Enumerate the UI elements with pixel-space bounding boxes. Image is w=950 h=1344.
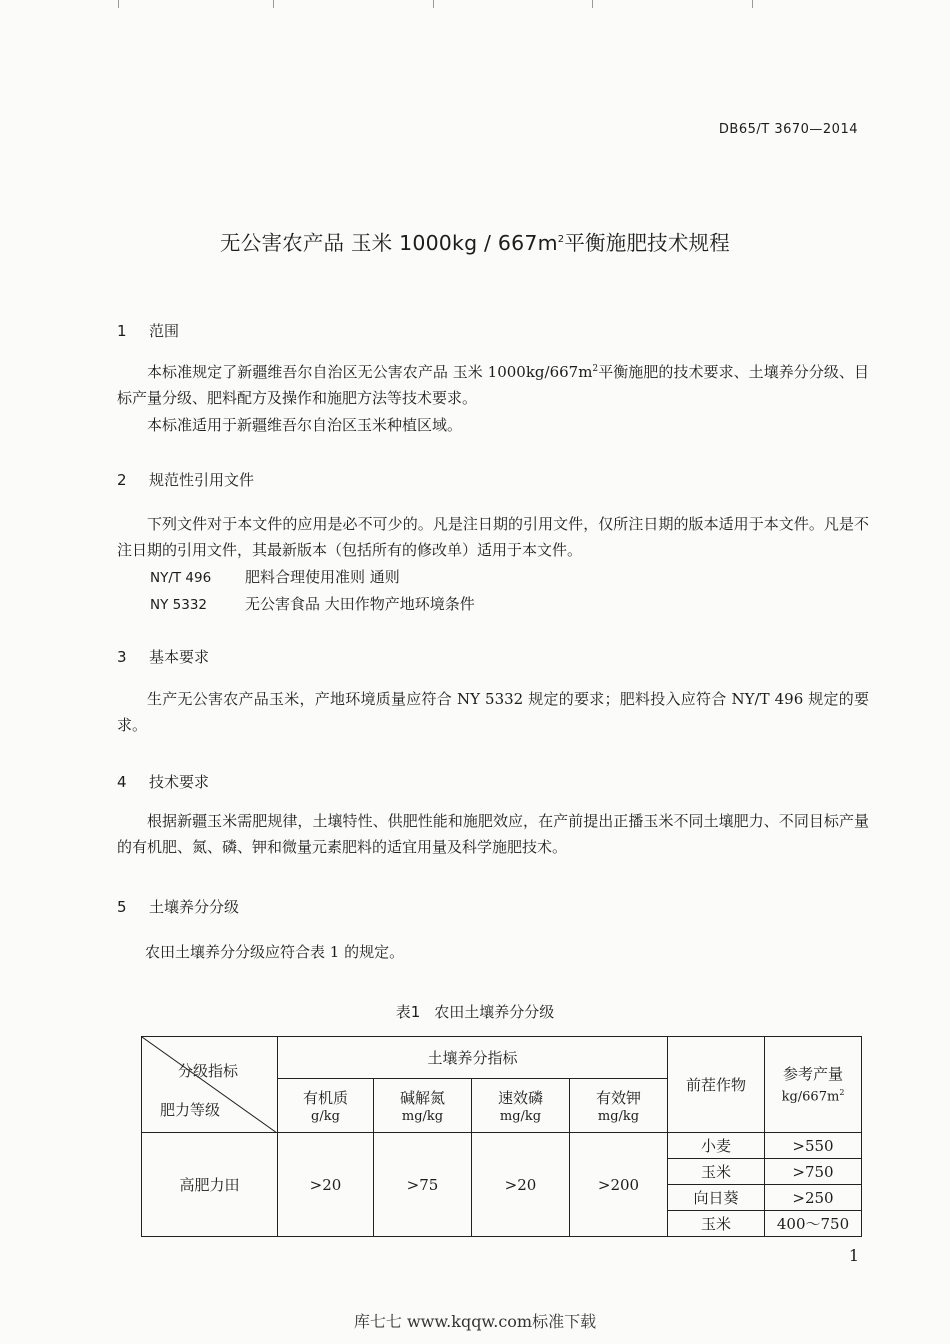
grade-cell: 高肥力田 (142, 1133, 278, 1237)
reference-item: NY/T 496 肥料合理使用准则 通则 (150, 568, 400, 586)
scan-margin-mark (118, 0, 119, 8)
table-value: >200 (570, 1133, 668, 1237)
footer-watermark: 库七七 www.kqqw.com标准下载 (353, 1312, 597, 1331)
table-caption: 表1 农田土壤养分分级 (395, 1003, 555, 1021)
column-header: 速效磷 mg/kg (472, 1079, 570, 1133)
standard-code: DB65/T 3670—2014 (718, 122, 858, 137)
group-header: 土壤养分指标 (278, 1037, 668, 1079)
scan-margin-mark (273, 0, 274, 8)
reference-item: NY 5332 无公害食品 大田作物产地环境条件 (150, 595, 475, 613)
section-heading: 2 规范性引用文件 (117, 471, 255, 489)
section-heading: 3 基本要求 (117, 648, 210, 666)
crop-header: 前茬作物 (668, 1037, 765, 1133)
section-heading: 4 技术要求 (117, 773, 210, 791)
soil-nutrient-table (141, 1036, 862, 1237)
table-value: >75 (374, 1133, 472, 1237)
column-header: 有效钾 mg/kg (570, 1079, 668, 1133)
normative-paragraph: 下列文件对于本文件的应用是必不可少的。凡是注日期的引用文件，仅所注日期的版本适用于本文件。凡是不注日期的引用文件，其最新版本（包括所有的修改单）适用于本文件。 (117, 515, 869, 559)
crop-cell: 玉米 (668, 1159, 765, 1185)
yield-cell: 400～750 (765, 1211, 862, 1237)
crop-cell: 向日葵 (668, 1185, 765, 1211)
column-header: 碱解氮 mg/kg (374, 1079, 472, 1133)
page-number: 1 (848, 1246, 859, 1265)
crop-cell: 小麦 (668, 1133, 765, 1159)
yield-header: 参考产量 $kg/667m^2$ (765, 1037, 862, 1133)
table-value: >20 (278, 1133, 374, 1237)
column-header: 有机质 g/kg (278, 1079, 374, 1133)
basic-paragraph: 生产无公害农产品玉米，产地环境质量应符合 NY 5332 规定的要求；肥料投入应符合 NY/T 496 规定的要求。 (117, 690, 869, 734)
scope-applicability: 本标准适用于新疆维吾尔自治区玉米种植区域。 (147, 416, 463, 434)
crop-cell: 玉米 (668, 1211, 765, 1237)
technical-paragraph: 根据新疆玉米需肥规律，土壤特性、供肥性能和施肥效应，在产前提出正播玉米不同土壤肥力、不同目标产量的有机肥、氮、磷、钾和微量元素肥料的适宜用量及科学施肥技术。 (117, 812, 869, 856)
section-heading: 5 土壤养分分级 (117, 898, 240, 916)
scan-margin-mark (433, 0, 434, 8)
scan-margin-mark (752, 0, 753, 8)
scope-paragraph: 本标准规定了新疆维吾尔自治区无公害农产品 玉米 $1000kg/667m^2$平衡施肥的技术要求、土壤养分分级、目标产量分级、肥料配方及操作和施肥方法等技术要求。 (117, 363, 869, 407)
soil-paragraph: 农田土壤养分分级应符合表 1 的规定。 (145, 943, 405, 961)
corner-bottom-label: 肥力等级 (160, 1101, 221, 1119)
section-heading: 1 范围 (117, 322, 180, 340)
yield-cell: >250 (765, 1185, 862, 1211)
yield-cell: >750 (765, 1159, 862, 1185)
corner-top-label: 分级指标 (178, 1062, 239, 1080)
table-corner-cell (142, 1037, 278, 1133)
table-value: >20 (472, 1133, 570, 1237)
document-title: 无公害农产品 玉米 $1000kg / 667m^2$平衡施肥技术规程 (220, 231, 730, 255)
scan-margin-mark (592, 0, 593, 8)
yield-cell: >550 (765, 1133, 862, 1159)
